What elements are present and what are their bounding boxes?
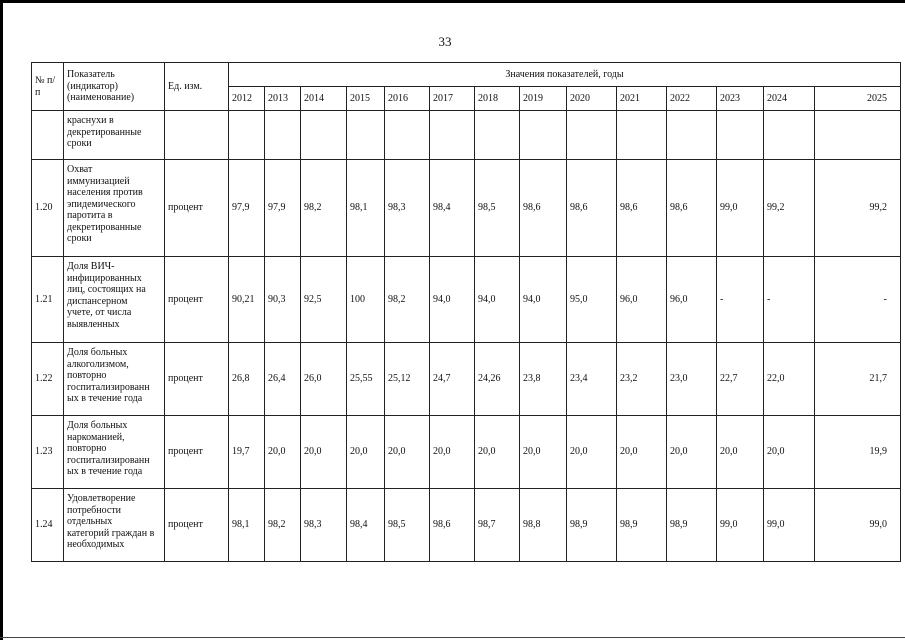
value-cell: 26,4 bbox=[265, 343, 301, 416]
value-cell bbox=[520, 111, 567, 160]
value-cell: 20,0 bbox=[265, 416, 301, 489]
value-cell: 90,21 bbox=[229, 257, 265, 343]
value-cell bbox=[229, 111, 265, 160]
year-header: 2016 bbox=[385, 87, 430, 111]
value-cell: 98,4 bbox=[430, 160, 475, 257]
value-cell: 98,8 bbox=[520, 489, 567, 562]
value-cell: 97,9 bbox=[265, 160, 301, 257]
value-cell: - bbox=[764, 257, 815, 343]
value-cell bbox=[667, 111, 717, 160]
value-cell: 26,0 bbox=[301, 343, 347, 416]
value-cell: 90,3 bbox=[265, 257, 301, 343]
value-cell: 23,0 bbox=[667, 343, 717, 416]
row-number: 1.21 bbox=[32, 257, 64, 343]
row-number: 1.20 bbox=[32, 160, 64, 257]
value-cell: 23,8 bbox=[520, 343, 567, 416]
year-header: 2015 bbox=[347, 87, 385, 111]
year-header: 2025 bbox=[815, 87, 901, 111]
page-number: 33 bbox=[438, 34, 452, 49]
header-values-title: Значения показателей, годы bbox=[229, 63, 901, 87]
value-cell: - bbox=[815, 257, 901, 343]
indicator-name: Доля больных наркоманией, повторно госпитализированн ых в течение года bbox=[64, 416, 165, 489]
value-cell: 20,0 bbox=[567, 416, 617, 489]
value-cell bbox=[475, 111, 520, 160]
value-cell: 92,5 bbox=[301, 257, 347, 343]
value-cell: 95,0 bbox=[567, 257, 617, 343]
value-cell: 20,0 bbox=[385, 416, 430, 489]
row-number bbox=[32, 111, 64, 160]
value-cell: 20,0 bbox=[617, 416, 667, 489]
table-row bbox=[32, 111, 901, 160]
row-number: 1.24 bbox=[32, 489, 64, 562]
value-cell: - bbox=[717, 257, 764, 343]
table-row bbox=[32, 416, 901, 489]
value-cell: 24,7 bbox=[430, 343, 475, 416]
value-cell: 99,0 bbox=[764, 489, 815, 562]
value-cell: 98,9 bbox=[667, 489, 717, 562]
value-cell: 96,0 bbox=[667, 257, 717, 343]
value-cell: 22,0 bbox=[764, 343, 815, 416]
value-cell: 99,0 bbox=[717, 489, 764, 562]
value-cell: 99,2 bbox=[764, 160, 815, 257]
year-header: 2022 bbox=[667, 87, 717, 111]
value-cell bbox=[815, 111, 901, 160]
value-cell bbox=[617, 111, 667, 160]
value-cell: 20,0 bbox=[520, 416, 567, 489]
year-header: 2021 bbox=[617, 87, 667, 111]
year-header: 2013 bbox=[265, 87, 301, 111]
row-number: 1.22 bbox=[32, 343, 64, 416]
value-cell: 22,7 bbox=[717, 343, 764, 416]
year-header: 2012 bbox=[229, 87, 265, 111]
value-cell: 24,26 bbox=[475, 343, 520, 416]
value-cell: 20,0 bbox=[430, 416, 475, 489]
value-cell: 98,9 bbox=[617, 489, 667, 562]
unit-cell: процент bbox=[165, 257, 229, 343]
value-cell: 98,6 bbox=[520, 160, 567, 257]
value-cell: 98,2 bbox=[385, 257, 430, 343]
value-cell: 21,7 bbox=[815, 343, 901, 416]
value-cell bbox=[717, 111, 764, 160]
value-cell bbox=[385, 111, 430, 160]
value-cell bbox=[567, 111, 617, 160]
value-cell: 20,0 bbox=[347, 416, 385, 489]
unit-cell: процент bbox=[165, 489, 229, 562]
indicator-name: Доля больных алкоголизмом, повторно госпитализированн ых в течение года bbox=[64, 343, 165, 416]
indicator-name: Удовлетворение потребности отдельных категорий граждан в необходимых bbox=[64, 489, 165, 562]
value-cell: 98,1 bbox=[229, 489, 265, 562]
value-cell: 97,9 bbox=[229, 160, 265, 257]
page-edge-top bbox=[0, 0, 905, 3]
indicator-name: Охват иммунизацией населения против эпидемического паротита в декретированные сроки bbox=[64, 160, 165, 257]
value-cell: 99,0 bbox=[717, 160, 764, 257]
value-cell: 94,0 bbox=[475, 257, 520, 343]
year-header: 2014 bbox=[301, 87, 347, 111]
year-header: 2023 bbox=[717, 87, 764, 111]
value-cell: 99,0 bbox=[815, 489, 901, 562]
year-header: 2018 bbox=[475, 87, 520, 111]
value-cell bbox=[265, 111, 301, 160]
header-num: № п/п bbox=[32, 63, 64, 111]
value-cell: 25,12 bbox=[385, 343, 430, 416]
year-header: 2019 bbox=[520, 87, 567, 111]
indicators-table bbox=[31, 62, 901, 562]
value-cell: 98,5 bbox=[475, 160, 520, 257]
value-cell: 98,2 bbox=[301, 160, 347, 257]
value-cell: 96,0 bbox=[617, 257, 667, 343]
value-cell: 25,55 bbox=[347, 343, 385, 416]
value-cell: 19,9 bbox=[815, 416, 901, 489]
value-cell: 20,0 bbox=[475, 416, 520, 489]
unit-cell: процент bbox=[165, 160, 229, 257]
value-cell: 94,0 bbox=[430, 257, 475, 343]
indicator-name: Доля ВИЧ- инфицированных лиц, состоящих на диспансерном учете, от числа выявленных bbox=[64, 257, 165, 343]
value-cell: 26,8 bbox=[229, 343, 265, 416]
value-cell: 23,4 bbox=[567, 343, 617, 416]
value-cell: 20,0 bbox=[764, 416, 815, 489]
value-cell: 98,7 bbox=[475, 489, 520, 562]
value-cell: 19,7 bbox=[229, 416, 265, 489]
year-header: 2017 bbox=[430, 87, 475, 111]
table-row bbox=[32, 160, 901, 257]
value-cell: 100 bbox=[347, 257, 385, 343]
row-number: 1.23 bbox=[32, 416, 64, 489]
year-header: 2020 bbox=[567, 87, 617, 111]
table-row bbox=[32, 489, 901, 562]
value-cell: 98,6 bbox=[667, 160, 717, 257]
value-cell bbox=[430, 111, 475, 160]
value-cell: 98,3 bbox=[385, 160, 430, 257]
value-cell: 98,3 bbox=[301, 489, 347, 562]
year-header: 2024 bbox=[764, 87, 815, 111]
value-cell: 98,6 bbox=[567, 160, 617, 257]
value-cell: 94,0 bbox=[520, 257, 567, 343]
value-cell: 98,2 bbox=[265, 489, 301, 562]
unit-cell bbox=[165, 111, 229, 160]
header-indicator: Показатель (индикатор) (наименование) bbox=[64, 63, 165, 111]
page-edge-bottom bbox=[0, 637, 905, 638]
unit-cell: процент bbox=[165, 343, 229, 416]
header-unit: Ед. изм. bbox=[165, 63, 229, 111]
value-cell: 23,2 bbox=[617, 343, 667, 416]
value-cell: 20,0 bbox=[301, 416, 347, 489]
value-cell: 99,2 bbox=[815, 160, 901, 257]
value-cell bbox=[764, 111, 815, 160]
value-cell: 20,0 bbox=[667, 416, 717, 489]
table-row bbox=[32, 257, 901, 343]
value-cell: 20,0 bbox=[717, 416, 764, 489]
table-row bbox=[32, 343, 901, 416]
value-cell: 98,9 bbox=[567, 489, 617, 562]
value-cell: 98,1 bbox=[347, 160, 385, 257]
indicator-name: краснухи в декретированные сроки bbox=[64, 111, 165, 160]
value-cell: 98,5 bbox=[385, 489, 430, 562]
value-cell: 98,4 bbox=[347, 489, 385, 562]
page-edge-left bbox=[0, 0, 3, 640]
unit-cell: процент bbox=[165, 416, 229, 489]
value-cell: 98,6 bbox=[617, 160, 667, 257]
value-cell bbox=[347, 111, 385, 160]
value-cell bbox=[301, 111, 347, 160]
value-cell: 98,6 bbox=[430, 489, 475, 562]
